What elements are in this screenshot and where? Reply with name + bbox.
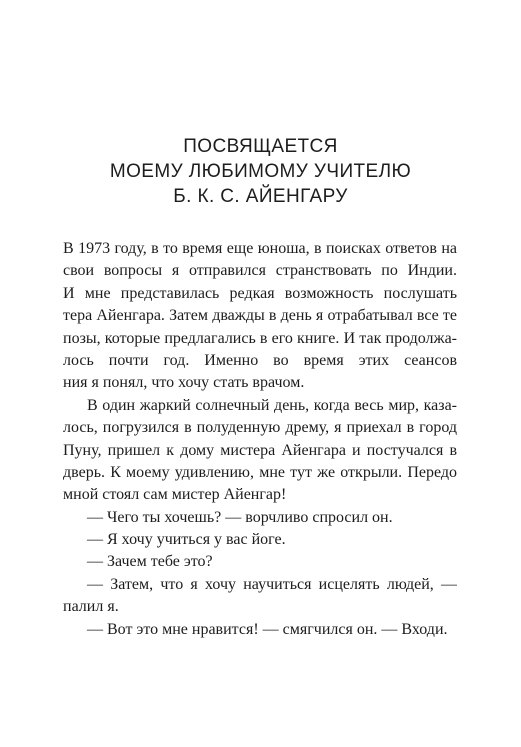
- dialogue-line: — Вот это мне нравится! — смягчился он. — Входи.: [87, 620, 448, 638]
- text-line: свои вопросы я отправился странствовать по Индии.: [63, 262, 457, 280]
- text-line: ния я понял, что хочу стать врачом.: [63, 374, 305, 392]
- text-line: мной стоял сам мистер Айенгар!: [63, 486, 287, 504]
- text-line: палил я.: [63, 598, 119, 616]
- body-text: [63, 238, 457, 641]
- dedication-line-2: МОЕМУ ЛЮБИМОМУ УЧИТЕЛЮ: [109, 161, 412, 182]
- text-line: тера Айенгара. Затем дважды в день я отрабатывал все те: [63, 307, 457, 325]
- dedication-line-1: ПОСВЯЩАЕТСЯ: [183, 136, 338, 157]
- dialogue-line: — Затем, что я хочу научиться исцелять людей, —: [87, 575, 457, 593]
- dedication-line-3: Б. К. С. АЙЕНГАРУ: [173, 186, 348, 207]
- text-line: позы, которые предлагались в его книге. И так продолжа-: [63, 329, 457, 347]
- dedication: [0, 134, 521, 209]
- text-line: В один жаркий солнечный день, когда весь мир, каза-: [87, 396, 457, 414]
- text-line: лось, погрузился в полуденную дрему, я приехал в город: [63, 419, 457, 437]
- text-line: лось почти год. Именно во время этих сеансов: [63, 351, 457, 369]
- text-line: И мне представилась редкая возможность послушать: [63, 284, 457, 302]
- dialogue-line: — Зачем тебе это?: [87, 553, 213, 571]
- text-line: дверь. К моему удивлению, мне тут же открыли. Передо: [63, 463, 457, 481]
- dialogue-line: — Я хочу учиться у вас йоге.: [87, 531, 286, 549]
- text-line: Пуну, пришел к дому мистера Айенгара и постучался в: [63, 441, 457, 459]
- dialogue-line: — Чего ты хочешь? — ворчливо спросил он.: [87, 508, 393, 526]
- text-line: В 1973 году, в то время еще юноша, в поисках ответов на: [63, 240, 457, 257]
